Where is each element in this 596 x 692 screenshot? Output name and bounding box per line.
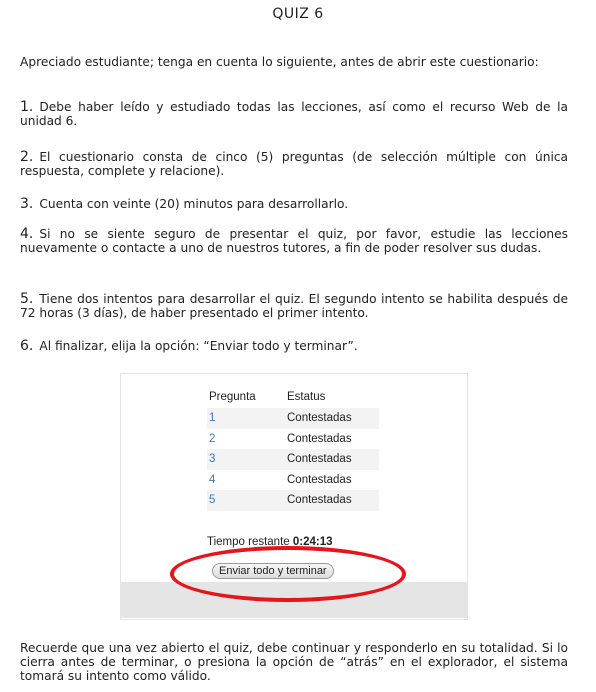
instruction-item-5 — [20, 292, 568, 320]
instruction-item-3 — [20, 197, 568, 211]
timer-label: Tiempo restante — [207, 536, 290, 548]
item-number: 5. — [20, 291, 34, 307]
table-row — [207, 429, 379, 450]
item-number: 1. — [20, 99, 34, 115]
status-cell: Contestadas — [287, 473, 352, 486]
time-remaining — [207, 536, 333, 548]
table-row — [207, 449, 379, 470]
column-header-question: Pregunta — [209, 391, 256, 403]
instruction-item-4 — [20, 227, 568, 255]
table-row — [207, 408, 379, 429]
page-title: QUIZ 6 — [272, 6, 324, 22]
status-cell: Contestadas — [285, 449, 379, 470]
question-link[interactable]: 1 — [207, 408, 285, 429]
status-cell: Contestadas — [285, 490, 379, 511]
submit-all-button[interactable]: Enviar todo y terminar — [212, 563, 334, 579]
question-status-table — [207, 388, 379, 511]
instruction-item-2 — [20, 150, 568, 178]
status-cell: Contestadas — [287, 432, 352, 445]
item-number: 3. — [20, 196, 34, 212]
item-number: 6. — [20, 338, 34, 354]
question-link[interactable]: 2 — [209, 432, 216, 445]
item-number: 2. — [20, 149, 34, 165]
intro-text: Apreciado estudiante; tenga en cuenta lo siguiente, antes de abrir este cuestionario: — [20, 55, 539, 69]
item-text: Debe haber leído y estudiado todas las lecciones, así como el recurso Web de la unidad 6. — [20, 100, 568, 128]
instruction-item-1 — [20, 100, 568, 128]
status-cell: Contestadas — [285, 408, 379, 429]
timer-value: 0:24:13 — [292, 536, 333, 548]
item-number: 4. — [20, 226, 34, 242]
item-text: Al finalizar, elija la opción: “Enviar todo y terminar”. — [39, 339, 358, 353]
table-row — [207, 490, 379, 511]
item-text: Tiene dos intentos para desarrollar el quiz. El segundo intento se habilita después de 72 horas (3 días), de haber presentado el primer intento. — [20, 292, 568, 320]
question-link[interactable]: 3 — [207, 449, 285, 470]
item-text: El cuestionario consta de cinco (5) preguntas (de selección múltiple con única respuesta, complete y relacione). — [20, 150, 568, 178]
table-header — [207, 388, 379, 408]
question-link[interactable]: 5 — [207, 490, 285, 511]
item-text: Si no se siente seguro de presentar el quiz, por favor, estudie las lecciones nuevamente o contacte a uno de nuestros tutores, a fin de poder resolver sus dudas. — [20, 227, 568, 255]
table-row — [207, 470, 379, 491]
column-header-status: Estatus — [287, 391, 326, 403]
instruction-item-6 — [20, 339, 568, 353]
quiz-navigation-panel — [120, 373, 468, 620]
question-link[interactable]: 4 — [209, 473, 216, 486]
closing-text: Recuerde que una vez abierto el quiz, debe continuar y responderlo en su totalidad. Si lo cierra antes de terminar, o presiona la opción de “atrás” en el explorador, el sistema tomará su intento como válido. — [20, 641, 568, 683]
item-text: Cuenta con veinte (20) minutos para desarrollarlo. — [39, 197, 349, 211]
